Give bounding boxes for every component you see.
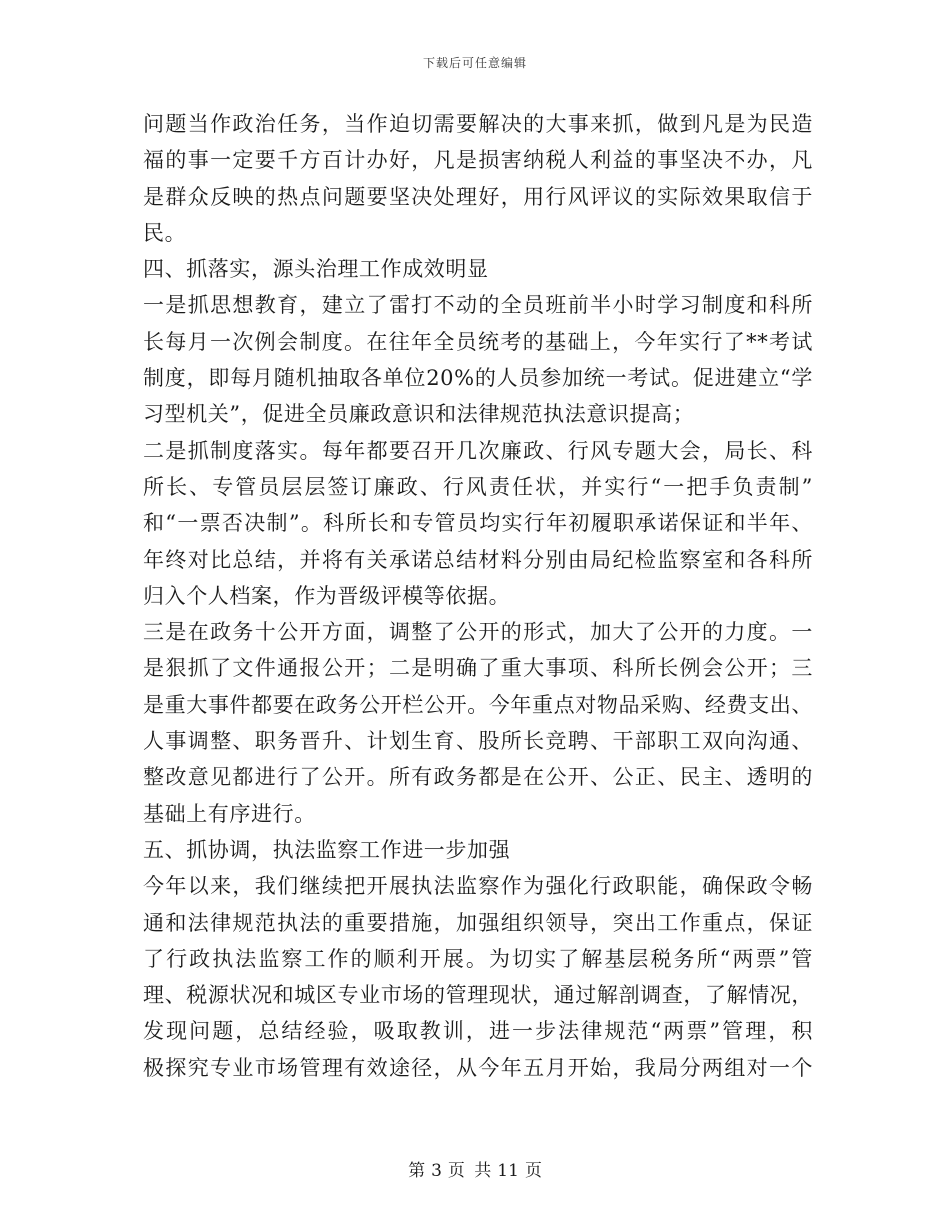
document-body: [143, 106, 813, 1086]
text-line: 问题当作政治任务，当作迫切需要解决的大事来抓，做到凡是为民造: [143, 112, 813, 136]
page-header: 下载后可任意编辑: [422, 56, 527, 70]
page-footer: [0, 1156, 950, 1181]
text-line: 是狠抓了文件通报公开；二是明确了重大事项、科所长例会公开；三: [143, 656, 813, 681]
text-line: 是群众反映的热点问题要坚决处理好，用行风评议的实际效果取信于: [143, 184, 813, 209]
footer-suffix: 页: [524, 1161, 542, 1181]
text-line: 通和法律规范执法的重要措施，加强组织领导，突出工作重点，保证: [143, 910, 813, 935]
text-line: 习型机关”，促进全员廉政意识和法律规范执法意识提高；: [143, 402, 695, 427]
text-line: 长每月一次例会制度。在往年全员统考的基础上，今年实行了**考试: [143, 329, 813, 354]
footer-prefix: 第: [408, 1161, 426, 1181]
text-line: 民。: [143, 220, 187, 245]
text-line: 今年以来，我们继续把开展执法监察作为强化行政职能，确保政令畅: [143, 874, 813, 899]
text-line: 一是抓思想教育，建立了雷打不动的全员班前半小时学习制度和科所: [143, 293, 813, 318]
footer-middle: 页 共: [447, 1161, 492, 1181]
text-line: 理、税源状况和城区专业市场的管理现状，通过解剖调查，了解情况，: [143, 983, 813, 1008]
text-line: 归入个人档案，作为晋级评模等依据。: [143, 583, 511, 608]
text-line: 发现问题，总结经验，吸取教训，进一步法律规范“两票”管理，积: [143, 1019, 813, 1044]
text-line: 所长、专管员层层签订廉政、行风责任状，并实行“一把手负责制”: [143, 474, 813, 499]
text-line: 三是在政务十公开方面，调整了公开的形式，加大了公开的力度。一: [143, 620, 813, 645]
text-line: 五、抓协调，执法监察工作进一步加强: [143, 837, 511, 862]
footer-current-page: 3: [431, 1161, 442, 1181]
text-line: 极探究专业市场管理有效途径，从今年五月开始，我局分两组对一个: [143, 1055, 813, 1080]
text-line: 人事调整、职务晋升、计划生育、股所长竞聘、干部职工双向沟通、: [143, 729, 813, 754]
text-line: 福的事一定要千方百计办好，凡是损害纳税人利益的事坚决不办，凡: [143, 148, 813, 173]
footer-total-pages: 11: [497, 1161, 519, 1181]
text-line: 基础上有序进行。: [143, 801, 316, 826]
text-line: 和“一票否决制”。科所长和专管员均实行年初履职承诺保证和半年、: [143, 511, 813, 536]
text-line: 制度，即每月随机抽取各单位20%的人员参加统一考试。促进建立“学: [143, 366, 813, 391]
text-line: 二是抓制度落实。每年都要召开几次廉政、行风专题大会，局长、科: [143, 438, 813, 463]
text-line: 了行政执法监察工作的顺利开展。为切实了解基层税务所“两票”管: [143, 946, 813, 971]
text-line: 四、抓落实，源头治理工作成效明显: [143, 257, 489, 282]
text-line: 年终对比总结，并将有关承诺总结材料分别由局纪检监察室和各科所: [143, 547, 813, 572]
text-line: 是重大事件都要在政务公开栏公开。今年重点对物品采购、经费支出、: [143, 692, 813, 717]
text-line: 整改意见都进行了公开。所有政务都是在公开、公正、民主、透明的: [143, 765, 813, 790]
